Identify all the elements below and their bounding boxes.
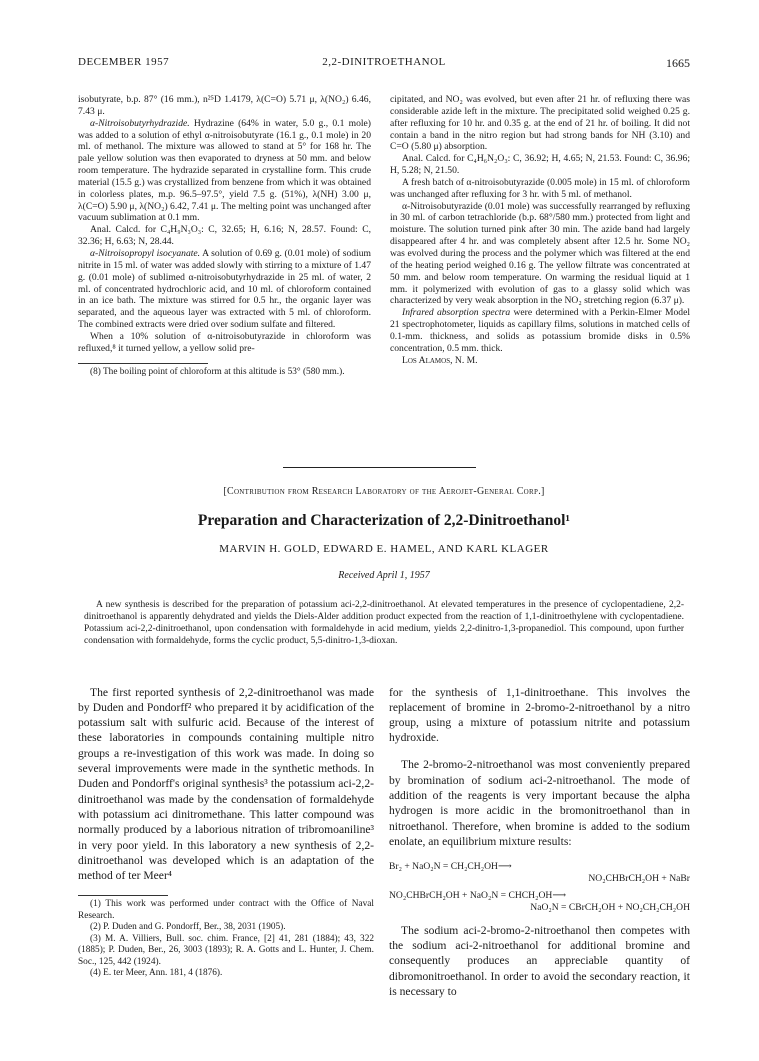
paragraph: Anal. Calcd. for C₄H₆N₂O₃: C, 36.92; H, 4.65; N, 21.53. Found: C, 36.96; H, 5.28; N, 21.50.	[390, 153, 690, 177]
footnote: (8) The boiling point of chloroform at this altitude is 53° (580 mm.).	[90, 366, 345, 377]
footnote-rule	[78, 363, 208, 364]
paragraph-heading: Infrared absorption spectra	[402, 307, 511, 319]
prev-article-right-column	[390, 94, 690, 366]
body-left-column	[78, 673, 374, 980]
article-separator-rule	[283, 467, 476, 468]
signature-location: Los Alamos, N. M.	[402, 354, 478, 366]
paragraph: α-Nitroisopropyl isocyanate. A solution of 0.69 g. (0.01 mole) of sodium nitrite in 15 ml. of water was added slowly with stirring to a mixture of 1.47 g. (0.01 mole) of sublimed α-nitroisobutyrhydrazide in 25 ml. of water, 2 ml. of concentrated hydrochloric acid, and 10 ml. of chloroform contained in an ice bath. The mixture was stirred for 0.5 hr., the organic layer was separated, and the aqueous layer was extracted with 5 ml. of chloroform. The combined extracts were dried over sodium sulfate and filtered.	[78, 247, 371, 331]
reaction-equation-1: Br₂ + NaO₂N = CH₂CH₂OH ⟶ NO₂CHBrCH₂OH + NaBr	[389, 860, 690, 885]
paragraph: When a 10% solution of α-nitroisobutyrazide in chloroform was refluxed,⁸ it turned yellow, a yellow solid pre-	[78, 330, 371, 354]
abstract: A new synthesis is described for the preparation of potassium aci-2,2-dinitroethanol. At elevated temperatures in the presence of cyclopentadiene, 2,2-dinitroethanol is apparently dehydrated and yields the Diels-Alder addition product expected from the reaction of 1,1-dinitroethylene with cyclopentadiene. Potassium aci-2,2-dinitroethanol, upon condensation with formaldehyde in acid medium, yields 2,2-dinitro-1,3-propanediol. This compound, upon further condensation with formaldehyde, forms the cyclic product, 5,5-dinitro-1,3-dioxan.	[84, 600, 684, 646]
paragraph: α-Nitroisobutyrhydrazide. Hydrazine (64% in water, 5.0 g., 0.1 mole) was added to a solution of ethyl α-nitroisobutyrate (16.1 g., 0.1 mole) in 20 ml. of methanol. The mixture was allowed to stand at 5° for 168 hr. The pale yellow solution was then evaporated to dryness at 50 mm. and below room temperature. The hydrazide separated in crystalline form. This crude material (15.5 g.) was crystallized from benzene from which it was obtained in colorless plates, m.p. 96.5–97.5°, yield 7.5 g. (51%), λ(NH) 3.00 μ, λ(C=O) 5.90 μ, λ(NO₂) 6.42, 7.41 μ. The melting point was unchanged after vacuum sublimation at 0.1 mm.	[78, 117, 371, 224]
received-date: Received April 1, 1957	[338, 570, 430, 581]
paragraph-heading: α-Nitroisobutyrhydrazide.	[90, 117, 190, 129]
paragraph: The 2-bromo-2-nitroethanol was most conveniently prepared by bromination of sodium aci-2-nitroethanol. The mode of addition of the reagents is very important because the alpha hydrogen is more acidic in the bromonitroethanol than in nitroethanol. Therefore, when bromine is added to the sodium enolate, an equilibrium mixture results:	[389, 758, 690, 848]
footnote-rule	[78, 895, 168, 896]
paragraph: The first reported synthesis of 2,2-dinitroethanol was made by Duden and Pondorff² who prepared it by acidification of the potassium salt with sulfuric acid. Because of the interest of these laboratories in compounds containing multiple nitro groups a re-investigation of this work was made. In doing so several improvements were made in the synthetic methods. In Duden and Pondorff's original synthesis³ the potassium aci-2,2-dinitroethanol was made by the condensation of formaldehyde with potassium aci dinitromethane. This latter compound was normally produced by a laborious nitration of tribromoaniline³ in very poor yield. In this laboratory a new synthesis of 2,2-dinitroethanol was developed which is an adaptation of the method of ter Meer⁴	[78, 685, 374, 883]
article-title: Preparation and Characterization of 2,2-Dinitroethanol¹	[197, 512, 571, 529]
paragraph: A fresh batch of α-nitroisobutyrazide (0.005 mole) in 15 ml. of chloroform was unchanged after refluxing for 3 hr. with 5 ml. of methanol.	[390, 176, 690, 200]
prev-article-left-column	[78, 94, 371, 378]
header-running-title: 2,2-DINITROETHANOL	[322, 56, 446, 68]
reaction-arrow: ⟶	[497, 860, 511, 872]
header-date: DECEMBER 1957	[78, 56, 170, 68]
footnote: (3) M. A. Villiers, Bull. soc. chim. France, [2] 41, 281 (1884); 43, 322 (1885); P. Duden, Ber., 26, 3003 (1893); R. A. Gotts and L. Hunter, J. Chem. Soc., 125, 442 (1924).	[78, 933, 374, 967]
paragraph-heading: α-Nitroisopropyl isocyanate.	[90, 247, 201, 259]
article-authors: MARVIN H. GOLD, EDWARD E. HAMEL, AND KARL KLAGER	[219, 543, 549, 555]
footnote: (2) P. Duden and G. Pondorff, Ber., 38, 2031 (1905).	[90, 922, 286, 933]
paragraph: isobutyrate, b.p. 87° (16 mm.), n²⁵D 1.4179, λ(C=O) 5.71 μ, λ(NO₂) 6.46, 7.43 μ.	[78, 94, 371, 117]
footnotes	[78, 899, 374, 980]
header-page-number: 1665	[666, 56, 690, 70]
paragraph: Anal. Calcd. for C₄H₉N₃O₃: C, 32.65; H, 6.16; N, 28.57. Found: C, 32.36; H, 6.63; N, 28.44.	[78, 224, 371, 248]
contribution-line: [Contribution from Research Laboratory of the Aerojet-General Corp.]	[223, 486, 545, 497]
reaction-arrow: ⟶	[552, 889, 566, 901]
running-header	[78, 56, 690, 72]
body-right-column	[389, 673, 690, 1011]
footnote: (1) This work was performed under contract with the Office of Naval Research.	[78, 899, 374, 921]
paragraph: cipitated, and NO₂ was evolved, but even after 21 hr. of refluxing there was considerable azide left in the mixture. The precipitated solid weighed 0.25 g. after refluxing for 10 hr. and 0.35 g. at the end of 21 hr. of boiling. It did not contain a band in the nitro region but had strong bands for NH (3.10) and C=O (5.80 μ) absorption.	[390, 94, 690, 153]
paragraph: Infrared absorption spectra were determined with a Perkin-Elmer Model 21 spectrophotometer, liquids as capillary films, solutions in matched cells of 0.1-mm. thickness, and solids as potassium bromide disks in 0.5% concentration, 0.5 mm. thick.	[390, 307, 690, 354]
reaction-equation-2: NO₂CHBrCH₂OH + NaO₂N = CHCH₂OH ⟶ NaO₂N = CBrCH₂OH + NO₂CH₂CH₂OH	[389, 889, 690, 914]
paragraph: α-Nitroisobutyrazide (0.01 mole) was successfully rearranged by refluxing in 30 ml. of carbon tetrachloride (b.p. 68°/580 mm.) protected from light and moisture. The solution turned pink after 30 min. The azide band had largely disappeared after 4 hr. and was completely absent after 12.5 hr. Some NO₂ was evolved during the process and the polymer which was filtered at the end of the heating period weighed 0.16 g. The yellow filtrate was concentrated at 50 mm. and below room temperature. On warming the residual liquid at 1 mm. it polymerized with evolution of gas to a glassy solid which was characterized by very weak absorption in the NO₂ stretching region (6.37 μ).	[390, 200, 690, 307]
footnote: (4) E. ter Meer, Ann. 181, 4 (1876).	[90, 968, 223, 979]
paragraph: The sodium aci-2-bromo-2-nitroethanol then competes with the sodium aci-2-nitroethanol for additional bromine and consequently produces an appreciable quantity of dibromonitroethanol. In order to avoid the secondary reaction, it is necessary to	[389, 923, 690, 998]
paragraph: for the synthesis of 1,1-dinitroethane. This involves the replacement of bromine in 2-bromo-2-nitroethanol by a nitro group, using a mixture of potassium nitrite and potassium hydroxide.	[389, 685, 690, 745]
